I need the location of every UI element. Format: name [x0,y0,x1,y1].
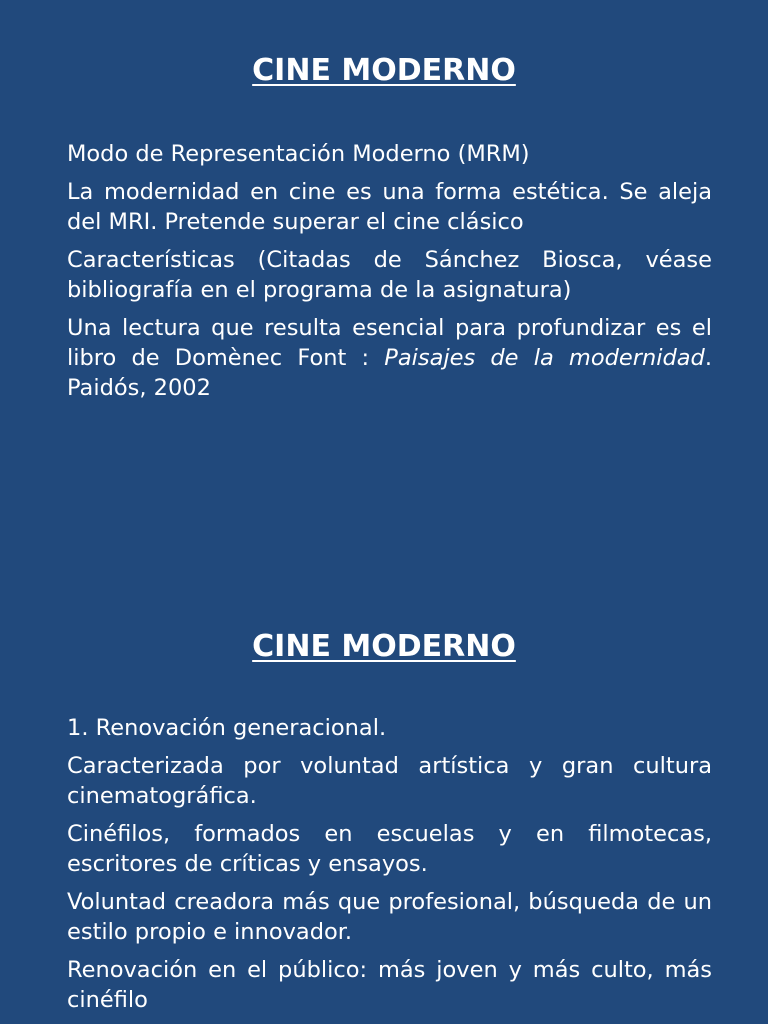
slide-1-title: CINE MODERNO [252,53,516,88]
slide-2-item: Caracterizada por voluntad artística y gran cultura cinematográfica. [67,753,712,809]
slide-2-item: Renovación en el público: más joven y más culto, más cinéfilo [67,957,712,1013]
book-title: Paisajes de la modernidad [384,345,705,371]
slide-2-title: CINE MODERNO [252,629,516,664]
slide-2-item: Voluntad creadora más que profesional, búsqueda de un estilo propio e innovador. [67,889,712,945]
reading-intro: Una lectura que resulta esencial para profundizar es el libro de Domènec Font : [67,315,712,371]
slide-2-item: 1. Renovación generacional. [67,715,387,741]
slide-1-paragraph-3: Características (Citadas de Sánchez Biosca, véase bibliografía en el programa de la asignatura) [67,247,712,303]
slide-1-paragraph-1: Modo de Representación Moderno (MRM) [67,141,530,167]
slide-1-body [67,139,712,411]
slide-1-paragraph-4 [67,313,712,403]
slide-2 [0,576,768,1024]
publisher-year: . Paidós, 2002 [67,345,712,401]
slide-2-item: Cinéfilos, formados en escuelas y en filmotecas, escritores de críticas y ensayos. [67,821,712,877]
slide-1-paragraph-2: La modernidad en cine es una forma estética. Se aleja del MRI. Pretende superar el cine clásico [67,179,712,235]
slide-2-body [67,713,712,1023]
